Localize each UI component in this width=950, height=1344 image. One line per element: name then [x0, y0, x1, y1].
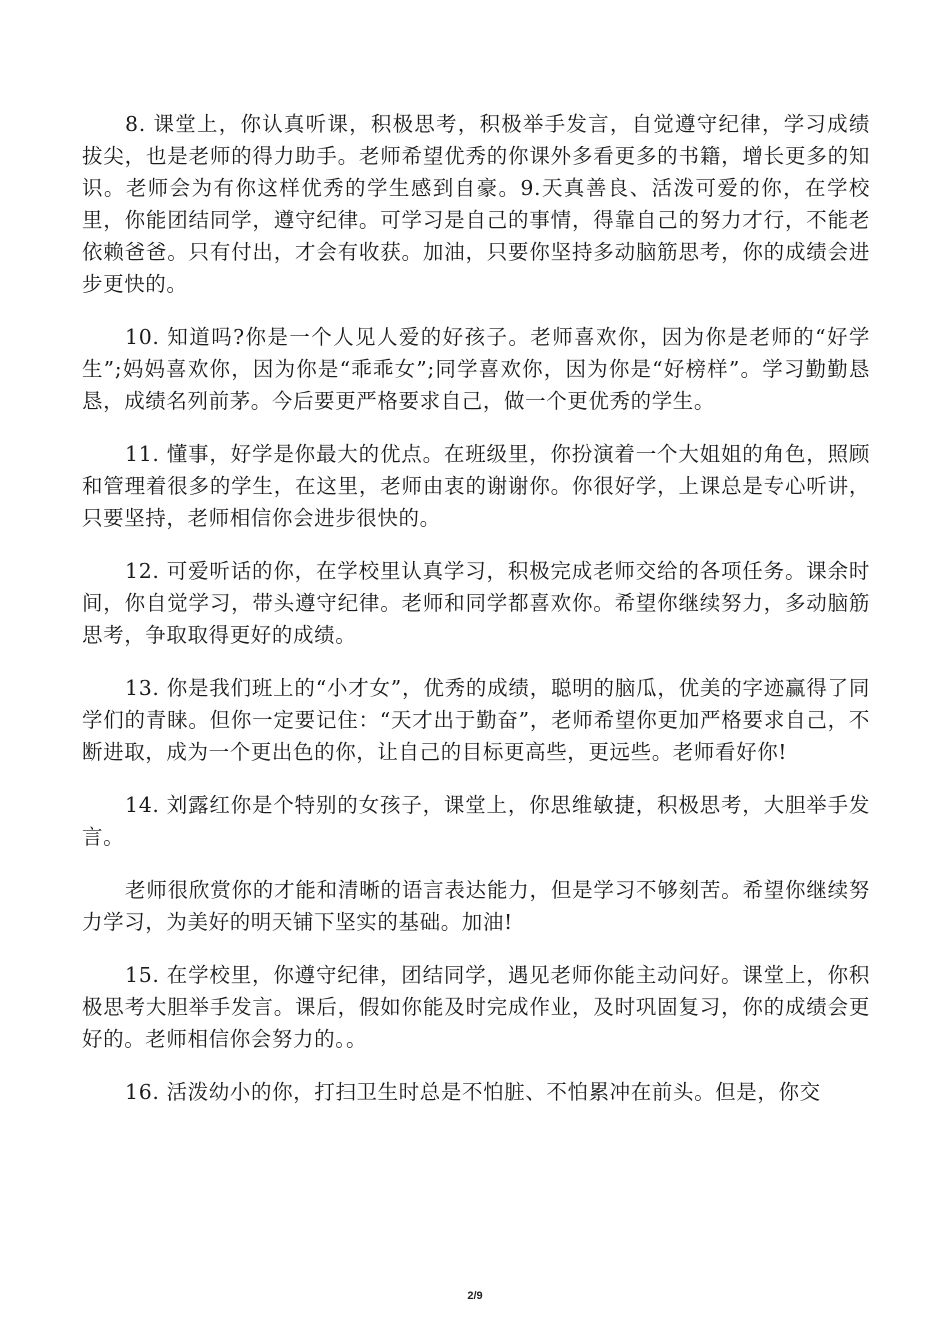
paragraph-comment-8-9: 8. 课堂上，你认真听课，积极思考，积极举手发言，自觉遵守纪律，学习成绩拔尖，也是老师的得力助手。老师希望优秀的你课外多看更多的书籍，增长更多的知识。老师会为有你这样优秀的学生感到自豪。9.天真善良、活泼可爱的你，在学校里，你能团结同学，遵守纪律。可学习是自己的事情，得靠自己的努力才行，不能老依赖爸爸。只有付出，才会有收获。加油，只要你坚持多动脑筋思考，你的成绩会进步更快的。: [82, 112, 870, 296]
paragraph-comment-14: 14. 刘露红你是个特别的女孩子，课堂上，你思维敏捷，积极思考，大胆举手发言。: [82, 793, 870, 849]
paragraph-comment-10: 10. 知道吗?你是一个人见人爱的好孩子。老师喜欢你，因为你是老师的“好学生”;妈妈喜欢你，因为你是“乖乖女”;同学喜欢你，因为你是“好榜样”。学习勤勤恳恳，成绩名列前茅。今后要更严格要求自己，做一个更优秀的学生。: [82, 325, 870, 413]
page-number: 2/9: [467, 1290, 483, 1302]
paragraph-comment-15: 15. 在学校里，你遵守纪律，团结同学，遇见老师你能主动问好。课堂上，你积极思考大胆举手发言。课后，假如你能及时完成作业，及时巩固复习，你的成绩会更好的。老师相信你会努力的。。: [82, 963, 870, 1051]
paragraph-comment-13: 13. 你是我们班上的“小才女”，优秀的成绩，聪明的脑瓜，优美的字迹赢得了同学们的青睐。但你一定要记住：“天才出于勤奋”，老师希望你更加严格要求自己，不断进取，成为一个更出色的你，让自己的目标更高些，更远些。老师看好你!: [82, 676, 870, 764]
document-body: [82, 108, 870, 1129]
paragraph-comment-14-continued: 老师很欣赏你的才能和清晰的语言表达能力，但是学习不够刻苦。希望你继续努力学习，为美好的明天铺下坚实的基础。加油!: [82, 878, 870, 934]
paragraph-comment-11: 11. 懂事，好学是你最大的优点。在班级里，你扮演着一个大姐姐的角色，照顾和管理着很多的学生，在这里，老师由衷的谢谢你。你很好学，上课总是专心听讲，只要坚持，老师相信你会进步很快的。: [82, 442, 870, 530]
paragraph-comment-16: 16. 活泼幼小的你，打扫卫生时总是不怕脏、不怕累冲在前头。但是，你交: [125, 1080, 821, 1104]
paragraph-comment-12: 12. 可爱听话的你，在学校里认真学习，积极完成老师交给的各项任务。课余时间，你自觉学习，带头遵守纪律。老师和同学都喜欢你。希望你继续努力，多动脑筋思考，争取取得更好的成绩。: [82, 559, 870, 647]
